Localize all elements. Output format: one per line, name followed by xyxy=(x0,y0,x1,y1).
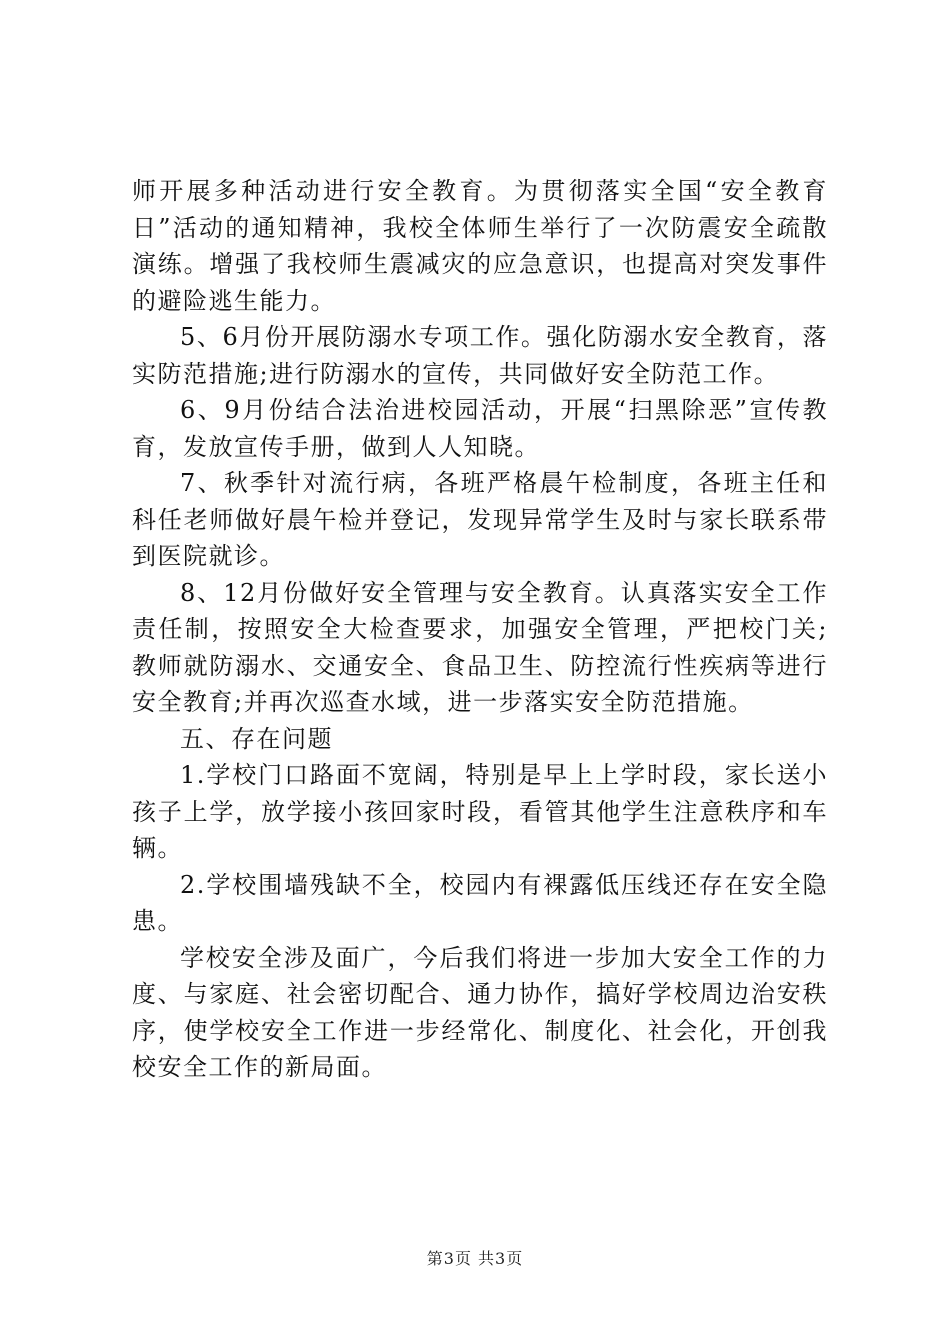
section-heading-problems: 五、存在问题 xyxy=(180,724,333,753)
problem-item-2: 2.学校围墙残缺不全，校园内有裸露低压线还存在安全隐患。 xyxy=(132,870,828,935)
document-body xyxy=(132,173,828,1086)
page-footer: 第3页 共3页 xyxy=(426,1249,524,1268)
paragraph-conclusion: 学校安全涉及面广，今后我们将进一步加大安全工作的力度、与家庭、社会密切配合、通力协作，搞好学校周边治安秩序，使学校安全工作进一步经常化、制度化、社会化，开创我校安全工作的新局面。 xyxy=(132,943,828,1081)
paragraph-continued-drill: 师开展多种活动进行安全教育。为贯彻落实全国“安全教育日”活动的通知精神，我校全体师生举行了一次防震安全疏散演练。增强了我校师生震减灾的应急意识，也提高对突发事件的避险逃生能力。 xyxy=(132,177,828,315)
problem-item-1: 1.学校门口路面不宽阔，特别是早上上学时段，家长送小孩子上学，放学接小孩回家时段，看管其他学生注意秩序和车辆。 xyxy=(132,761,828,862)
paragraph-epidemic-check: 7、秋季针对流行病，各班严格晨午检制度，各班主任和科任老师做好晨午检并登记，发现异常学生及时与家长联系带到医院就诊。 xyxy=(132,469,828,570)
paragraph-december-safety: 8、12月份做好安全管理与安全教育。认真落实安全工作责任制，按照安全大检查要求，加强安全管理，严把校门关;教师就防溺水、交通安全、食品卫生、防控流行性疾病等进行安全教育;并再次巡查水域，进一步落实安全防范措施。 xyxy=(132,578,828,716)
paragraph-drowning-prevention: 5、6月份开展防溺水专项工作。强化防溺水安全教育，落实防范措施;进行防溺水的宣传，共同做好安全防范工作。 xyxy=(132,323,828,388)
paragraph-law-campus: 6、9月份结合法治进校园活动，开展“扫黑除恶”宣传教育，发放宣传手册，做到人人知晓。 xyxy=(132,396,828,461)
